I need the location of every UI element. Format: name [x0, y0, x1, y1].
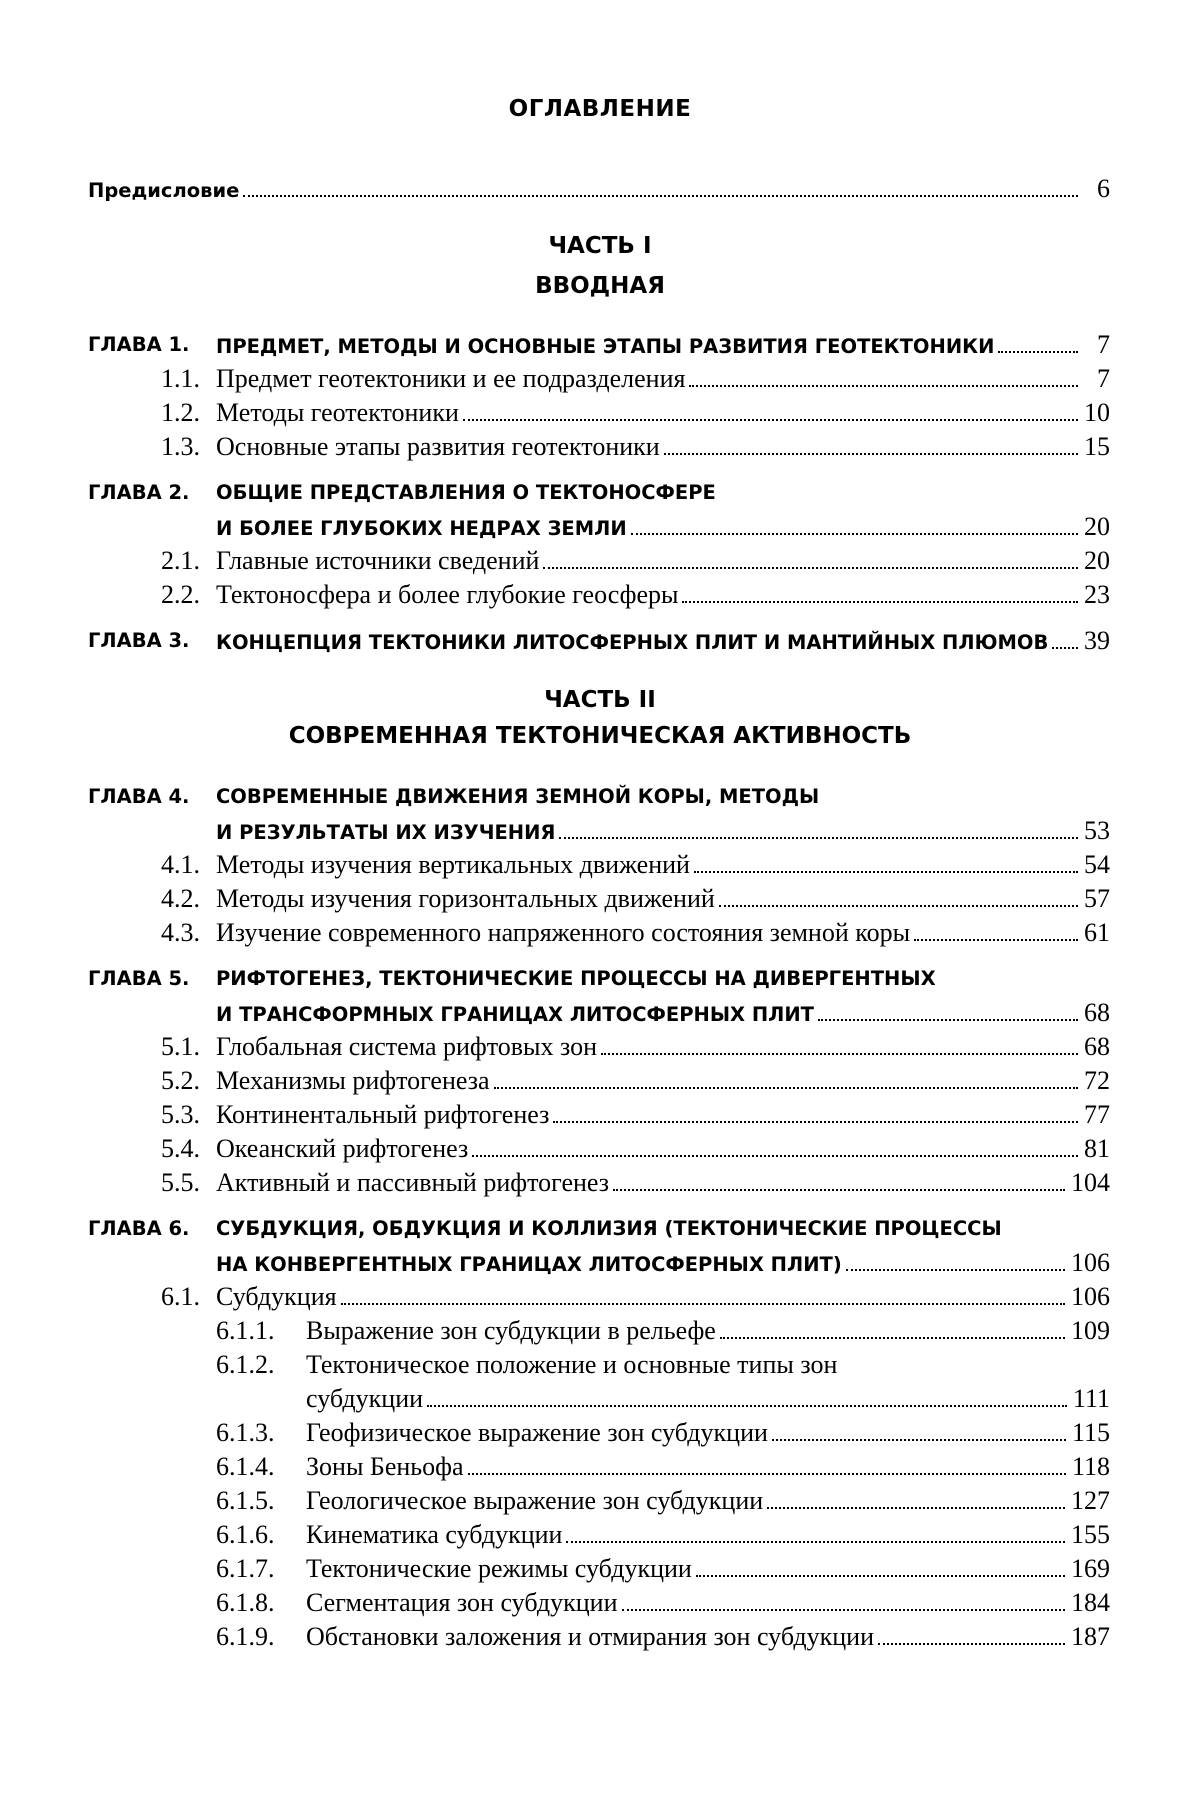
section-number: 5.1. — [161, 1032, 200, 1061]
leader-dots — [243, 195, 1078, 197]
entry-title: Геофизическое выражение зон субдукции — [306, 1418, 768, 1447]
entry-title: Геологическое выражение зон субдукции — [306, 1486, 764, 1515]
entry-title: Предисловие — [88, 179, 240, 202]
leader-dots — [341, 1303, 1065, 1305]
leader-dots — [1052, 647, 1078, 649]
leader-dots — [566, 1541, 1065, 1543]
page-number: 53 — [1084, 816, 1110, 845]
page-number: 77 — [1084, 1100, 1110, 1129]
toc-entry-subsection — [216, 1518, 1110, 1552]
page-number: 20 — [1084, 512, 1110, 541]
page-number: 54 — [1084, 850, 1110, 879]
entry-title: Выражение зон субдукции в рельефе — [306, 1316, 716, 1345]
entry-title: И РЕЗУЛЬТАТЫ ИХ ИЗУЧЕНИЯ — [216, 821, 556, 844]
toc-entry-chapter — [216, 1246, 1110, 1282]
leader-dots — [719, 905, 1078, 907]
part-label: ЧАСТЬ I — [548, 233, 652, 259]
section-number: 5.3. — [161, 1100, 200, 1129]
page-number: 23 — [1084, 580, 1110, 609]
page-number: 111 — [1072, 1384, 1110, 1413]
toc-entry-section — [130, 1030, 1110, 1064]
page-number: 10 — [1084, 398, 1110, 427]
part-name: ВВОДНАЯ — [535, 273, 665, 299]
section-number: 4.3. — [161, 918, 200, 947]
section-number: 5.4. — [161, 1134, 200, 1163]
section-number: 5.5. — [161, 1168, 200, 1197]
toc-entry-section — [130, 848, 1110, 882]
section-number: 2.2. — [161, 580, 200, 609]
toc-entry-subsection — [216, 1586, 1110, 1620]
entry-title: Зоны Беньофа — [306, 1452, 464, 1481]
subsection-number: 6.1.9. — [216, 1622, 275, 1651]
leader-dots — [720, 1337, 1065, 1339]
page-number: 109 — [1071, 1316, 1110, 1345]
entry-title-line: Тектоническое положение и основные типы зон — [306, 1350, 838, 1379]
chapter-label: ГЛАВА 3. — [88, 629, 190, 652]
entry-title: Глобальная система рифтовых зон — [216, 1032, 598, 1061]
toc-entry-section — [130, 1166, 1110, 1200]
entry-title: НА КОНВЕРГЕНТНЫХ ГРАНИЦАХ ЛИТОСФЕРНЫХ ПЛИТ) — [216, 1253, 842, 1276]
page-number: 106 — [1071, 1282, 1110, 1311]
leader-dots — [463, 419, 1078, 421]
chapter-title-line: СУБДУКЦИЯ, ОБДУКЦИЯ И КОЛЛИЗИЯ (ТЕКТОНИЧЕСКИЕ ПРОЦЕССЫ — [216, 1217, 1002, 1240]
entry-title: Океанский рифтогенез — [216, 1134, 469, 1163]
toc-entry-section — [130, 430, 1110, 464]
entry-title: Сегментация зон субдукции — [306, 1588, 618, 1617]
entry-title: Субдукция — [216, 1282, 337, 1311]
page-number: 7 — [1097, 364, 1110, 393]
section-number: 2.1. — [161, 546, 200, 575]
leader-dots — [622, 1609, 1065, 1611]
page-number: 57 — [1084, 884, 1110, 913]
page-number: 118 — [1071, 1452, 1110, 1481]
toc-title: ОГЛАВЛЕНИЕ — [508, 96, 692, 122]
toc-entry-chapter — [216, 996, 1110, 1032]
subsection-number: 6.1.1. — [216, 1316, 275, 1345]
leader-dots — [818, 1019, 1078, 1021]
leader-dots — [472, 1155, 1078, 1157]
page-number: 39 — [1084, 626, 1110, 655]
chapter-label: ГЛАВА 1. — [88, 333, 190, 356]
leader-dots — [664, 453, 1078, 455]
page-number: 187 — [1071, 1622, 1110, 1651]
toc-entry-subsection — [216, 1484, 1110, 1518]
leader-dots — [772, 1439, 1066, 1441]
chapter-label: ГЛАВА 5. — [88, 967, 190, 990]
toc-entry-section — [130, 1280, 1110, 1314]
toc-entry-section — [130, 362, 1110, 396]
entry-title: Кинематика субдукции — [306, 1520, 563, 1549]
leader-dots — [601, 1053, 1078, 1055]
toc-entry-section — [130, 1098, 1110, 1132]
chapter-title-line: СОВРЕМЕННЫЕ ДВИЖЕНИЯ ЗЕМНОЙ КОРЫ, МЕТОДЫ — [216, 785, 820, 808]
section-number: 4.2. — [161, 884, 200, 913]
leader-dots — [998, 351, 1078, 353]
part-label: ЧАСТЬ II — [544, 687, 656, 713]
chapter-label: ГЛАВА 6. — [88, 1217, 190, 1240]
page-number: 106 — [1071, 1248, 1110, 1277]
toc-entry-section — [130, 396, 1110, 430]
subsection-number: 6.1.4. — [216, 1452, 275, 1481]
entry-title: Методы геотектоники — [216, 398, 459, 427]
entry-title: Основные этапы развития геотектоники — [216, 432, 660, 461]
section-number: 1.3. — [161, 432, 200, 461]
page-number: 68 — [1084, 998, 1110, 1027]
toc-entry-subsection — [216, 1450, 1110, 1484]
leader-dots — [682, 601, 1078, 603]
leader-dots — [494, 1087, 1078, 1089]
toc-entry-subsection — [216, 1416, 1110, 1450]
entry-title: Активный и пассивный рифтогенез — [216, 1168, 610, 1197]
page-number: 20 — [1084, 546, 1110, 575]
leader-dots — [543, 567, 1078, 569]
chapter-title-line: РИФТОГЕНЕЗ, ТЕКТОНИЧЕСКИЕ ПРОЦЕССЫ НА ДИВЕРГЕНТНЫХ — [216, 967, 936, 990]
entry-title: Предмет геотектоники и ее подразделения — [216, 364, 686, 393]
entry-title: Главные источники сведений — [216, 546, 540, 575]
page-number: 15 — [1084, 432, 1110, 461]
page-number: 127 — [1071, 1486, 1110, 1515]
page-number: 6 — [1097, 174, 1110, 203]
entry-title: Обстановки заложения и отмирания зон субдукции — [306, 1622, 875, 1651]
leader-dots — [427, 1405, 1067, 1407]
entry-title: Тектоносфера и более глубокие геосферы — [216, 580, 679, 609]
toc-entry-section — [130, 544, 1110, 578]
toc-entry-section — [130, 882, 1110, 916]
leader-dots — [631, 533, 1078, 535]
section-number: 1.2. — [161, 398, 200, 427]
subsection-number: 6.1.8. — [216, 1588, 275, 1617]
toc-entry-section — [130, 1064, 1110, 1098]
entry-title: ПРЕДМЕТ, МЕТОДЫ И ОСНОВНЫЕ ЭТАПЫ РАЗВИТИЯ ГЕОТЕКТОНИКИ — [216, 335, 995, 358]
section-number: 4.1. — [161, 850, 200, 879]
section-number: 5.2. — [161, 1066, 200, 1095]
entry-title: И ТРАНСФОРМНЫХ ГРАНИЦАХ ЛИТОСФЕРНЫХ ПЛИТ — [216, 1003, 814, 1026]
toc-entry-chapter — [216, 510, 1110, 546]
entry-title: И БОЛЕЕ ГЛУБОКИХ НЕДРАХ ЗЕМЛИ — [216, 517, 627, 540]
entry-title: Континентальный рифтогенез — [216, 1100, 550, 1129]
leader-dots — [553, 1121, 1078, 1123]
page-number: 72 — [1084, 1066, 1110, 1095]
toc-entry-subsection — [216, 1620, 1110, 1654]
subsection-number: 6.1.7. — [216, 1554, 275, 1583]
toc-entry-section — [130, 578, 1110, 612]
toc-entry-chapter — [216, 624, 1110, 660]
toc-entry-preface — [88, 172, 1110, 208]
leader-dots — [559, 837, 1078, 839]
subsection-number: 6.1.6. — [216, 1520, 275, 1549]
entry-title: Методы изучения горизонтальных движений — [216, 884, 715, 913]
page-number: 7 — [1097, 330, 1110, 359]
part-name: СОВРЕМЕННАЯ ТЕКТОНИЧЕСКАЯ АКТИВНОСТЬ — [288, 723, 912, 749]
leader-dots — [689, 385, 1078, 387]
entry-title: Механизмы рифтогенеза — [216, 1066, 490, 1095]
page-number: 184 — [1071, 1588, 1110, 1617]
subsection-number: 6.1.2. — [216, 1350, 275, 1379]
toc-entry-section — [130, 1132, 1110, 1166]
page-number: 68 — [1084, 1032, 1110, 1061]
chapter-label: ГЛАВА 2. — [88, 481, 190, 504]
page-number: 104 — [1071, 1168, 1110, 1197]
entry-title: Тектонические режимы субдукции — [306, 1554, 692, 1583]
page-number: 115 — [1071, 1418, 1110, 1447]
leader-dots — [914, 939, 1078, 941]
page-number: 61 — [1084, 918, 1110, 947]
leader-dots — [767, 1507, 1065, 1509]
entry-title: КОНЦЕПЦИЯ ТЕКТОНИКИ ЛИТОСФЕРНЫХ ПЛИТ И МАНТИЙНЫХ ПЛЮМОВ — [216, 631, 1049, 654]
chapter-title-line: ОБЩИЕ ПРЕДСТАВЛЕНИЯ О ТЕКТОНОСФЕРЕ — [216, 481, 716, 504]
toc-entry-chapter — [216, 814, 1110, 850]
subsection-number: 6.1.5. — [216, 1486, 275, 1515]
leader-dots — [696, 1575, 1065, 1577]
leader-dots — [468, 1473, 1066, 1475]
leader-dots — [846, 1269, 1065, 1271]
page-number: 155 — [1071, 1520, 1110, 1549]
entry-title: Методы изучения вертикальных движений — [216, 850, 690, 879]
page-number: 169 — [1071, 1554, 1110, 1583]
toc-entry-subsection — [306, 1382, 1110, 1416]
toc-entry-subsection — [216, 1552, 1110, 1586]
toc-entry-section — [130, 916, 1110, 950]
page-number: 81 — [1084, 1134, 1110, 1163]
leader-dots — [613, 1189, 1065, 1191]
entry-title: Изучение современного напряженного состояния земной коры — [216, 918, 911, 947]
toc-entry-subsection — [216, 1314, 1110, 1348]
subsection-entry-line — [216, 1348, 837, 1382]
leader-dots — [878, 1643, 1065, 1645]
section-number: 6.1. — [161, 1282, 200, 1311]
entry-title: субдукции — [306, 1384, 424, 1413]
subsection-number: 6.1.3. — [216, 1418, 275, 1447]
leader-dots — [694, 871, 1078, 873]
toc-entry-chapter — [216, 328, 1110, 364]
chapter-label: ГЛАВА 4. — [88, 785, 190, 808]
section-number: 1.1. — [161, 364, 200, 393]
